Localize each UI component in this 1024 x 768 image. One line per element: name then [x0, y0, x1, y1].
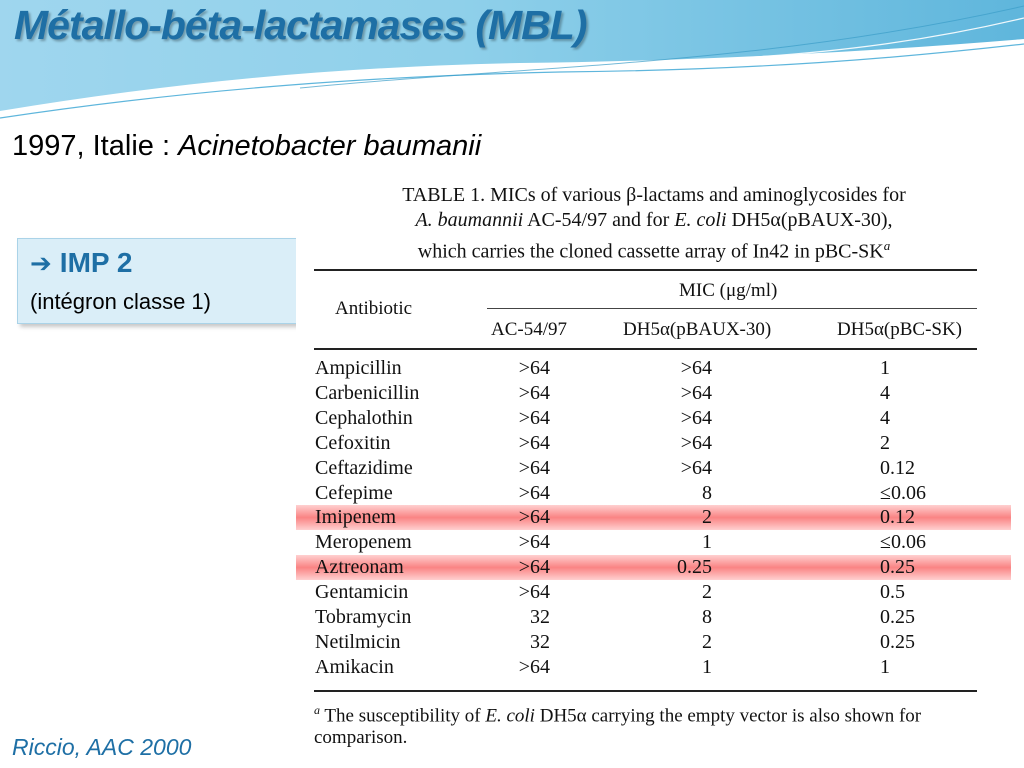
dh5a-pbaux30-cell: 1 [702, 531, 712, 554]
dh5a-pbcsk-cell: 0.12 [880, 456, 915, 479]
dh5a-pbcsk-cell: 0.12 [880, 506, 915, 529]
dh5a-pbcsk-cell: ≤0.06 [880, 531, 926, 554]
ac-54-97-cell: >64 [518, 506, 550, 529]
caption-text-4: which carries the cloned cassette array of In42 in pBC-SK [417, 240, 884, 263]
table-bottom-rule [314, 690, 977, 692]
col-header-antibiotic: Antibiotic [335, 298, 413, 319]
table-row [296, 356, 1011, 381]
caption-line-2 [314, 208, 994, 233]
dh5a-pbcsk-cell: ≤0.06 [880, 481, 926, 504]
dh5a-pbcsk-cell: 4 [880, 406, 890, 429]
antibiotic-cell: Amikacin [315, 655, 394, 678]
ac-54-97-cell: >64 [518, 655, 550, 678]
antibiotic-cell: Ampicillin [315, 357, 402, 379]
ac-54-97-cell: >64 [518, 357, 550, 379]
subtitle-prefix: 1997, Italie : [12, 130, 179, 162]
table-row [296, 555, 1011, 580]
subtitle-organism: Acinetobacter baumanii [178, 130, 482, 162]
mic-table-figure [296, 180, 1011, 748]
ac-54-97-cell: 32 [530, 606, 550, 628]
table-footnote [314, 699, 994, 749]
callout-box [17, 238, 303, 324]
dh5a-pbcsk-cell: 0.25 [880, 606, 915, 628]
ac-54-97-cell: >64 [518, 531, 550, 554]
caption-footnote-marker: a [883, 238, 891, 253]
footnote-text-2: DH5α carrying the empty vector is also shown for comparison. [314, 705, 922, 749]
col-header-sk: DH5α(pBC-SK) [837, 319, 963, 340]
ac-54-97-cell: >64 [518, 456, 550, 479]
table-row [296, 530, 1011, 555]
table-row [296, 630, 1011, 655]
caption-text-2: AC-54/97 and for [523, 209, 675, 231]
table-row [296, 431, 1011, 456]
table-caption [314, 183, 994, 265]
dh5a-pbaux30-cell: 1 [702, 655, 712, 678]
arrow-right-icon: ➔ [30, 249, 52, 279]
caption-organism-1: A. baumannii [415, 209, 524, 231]
footnote-organism: E. coli [485, 705, 535, 727]
antibiotic-cell: Gentamicin [315, 581, 409, 604]
table-row [296, 580, 1011, 605]
antibiotic-cell: Meropenem [315, 531, 412, 554]
dh5a-pbaux30-cell: 8 [702, 481, 712, 504]
antibiotic-cell: Carbenicillin [315, 381, 420, 404]
ac-54-97-cell: 32 [530, 630, 550, 653]
ac-54-97-cell: >64 [518, 431, 550, 454]
antibiotic-cell: Cephalothin [315, 406, 413, 429]
dh5a-pbcsk-cell: 4 [880, 381, 890, 404]
slide-title: Métallo-béta-lactamases (MBL) [14, 2, 587, 48]
dh5a-pbaux30-cell: >64 [680, 357, 712, 379]
dh5a-pbcsk-cell: 0.5 [880, 581, 905, 604]
dh5a-pbaux30-cell: >64 [680, 456, 712, 479]
table-row [296, 381, 1011, 406]
antibiotic-cell: Imipenem [315, 506, 397, 529]
dh5a-pbaux30-cell: 8 [702, 606, 712, 628]
col-header-dh30: DH5α(pBAUX-30) [623, 319, 772, 340]
dh5a-pbcsk-cell: 1 [880, 357, 890, 379]
dh5a-pbaux30-cell: 2 [702, 506, 712, 529]
caption-line-3 [314, 233, 994, 265]
footnote-marker: a [314, 703, 320, 717]
table-row [296, 406, 1011, 431]
subtitle [12, 130, 481, 163]
antibiotic-cell: Cefoxitin [315, 431, 391, 454]
caption-line-1: TABLE 1. MICs of various β-lactams and aminoglycosides for [402, 184, 906, 206]
dh5a-pbcsk-cell: 0.25 [880, 630, 915, 653]
antibiotic-cell: Netilmicin [315, 630, 401, 653]
table-row [296, 481, 1011, 506]
ac-54-97-cell: >64 [518, 406, 550, 429]
callout-title: IMP 2 [59, 247, 133, 278]
table-row [296, 456, 1011, 481]
ac-54-97-cell: >64 [518, 381, 550, 404]
footnote-text-1: The susceptibility of [320, 705, 486, 727]
table-row [296, 505, 1011, 530]
dh5a-pbcsk-cell: 1 [880, 655, 890, 678]
table-row [296, 655, 1011, 680]
caption-organism-2: E. coli [674, 209, 727, 231]
ac-54-97-cell: >64 [518, 481, 550, 504]
caption-text-3: DH5α(pBAUX-30), [726, 209, 893, 231]
citation: Riccio, AAC 2000 [12, 734, 192, 760]
callout-note: (intégron classe 1) [30, 289, 211, 314]
dh5a-pbaux30-cell: >64 [680, 381, 712, 404]
dh5a-pbaux30-cell: 2 [702, 581, 712, 604]
col-header-ac: AC-54/97 [491, 319, 567, 340]
dh5a-pbaux30-cell: >64 [680, 406, 712, 429]
antibiotic-cell: Aztreonam [315, 556, 404, 579]
callout-title-line [30, 247, 132, 279]
ac-54-97-cell: >64 [518, 556, 550, 579]
antibiotic-cell: Ceftazidime [315, 456, 413, 479]
header-bottom-rule [314, 348, 977, 350]
dh5a-pbaux30-cell: 0.25 [677, 556, 712, 579]
mic-header-rule [487, 308, 977, 309]
dh5a-pbcsk-cell: 2 [880, 431, 890, 454]
dh5a-pbaux30-cell: >64 [680, 431, 712, 454]
dh5a-pbcsk-cell: 0.25 [880, 556, 915, 579]
ac-54-97-cell: >64 [518, 581, 550, 604]
col-header-mic: MIC (μg/ml) [679, 280, 778, 301]
antibiotic-cell: Cefepime [315, 481, 393, 504]
table-row [296, 605, 1011, 630]
table-top-rule [314, 269, 977, 271]
antibiotic-cell: Tobramycin [315, 606, 412, 628]
dh5a-pbaux30-cell: 2 [702, 630, 712, 653]
